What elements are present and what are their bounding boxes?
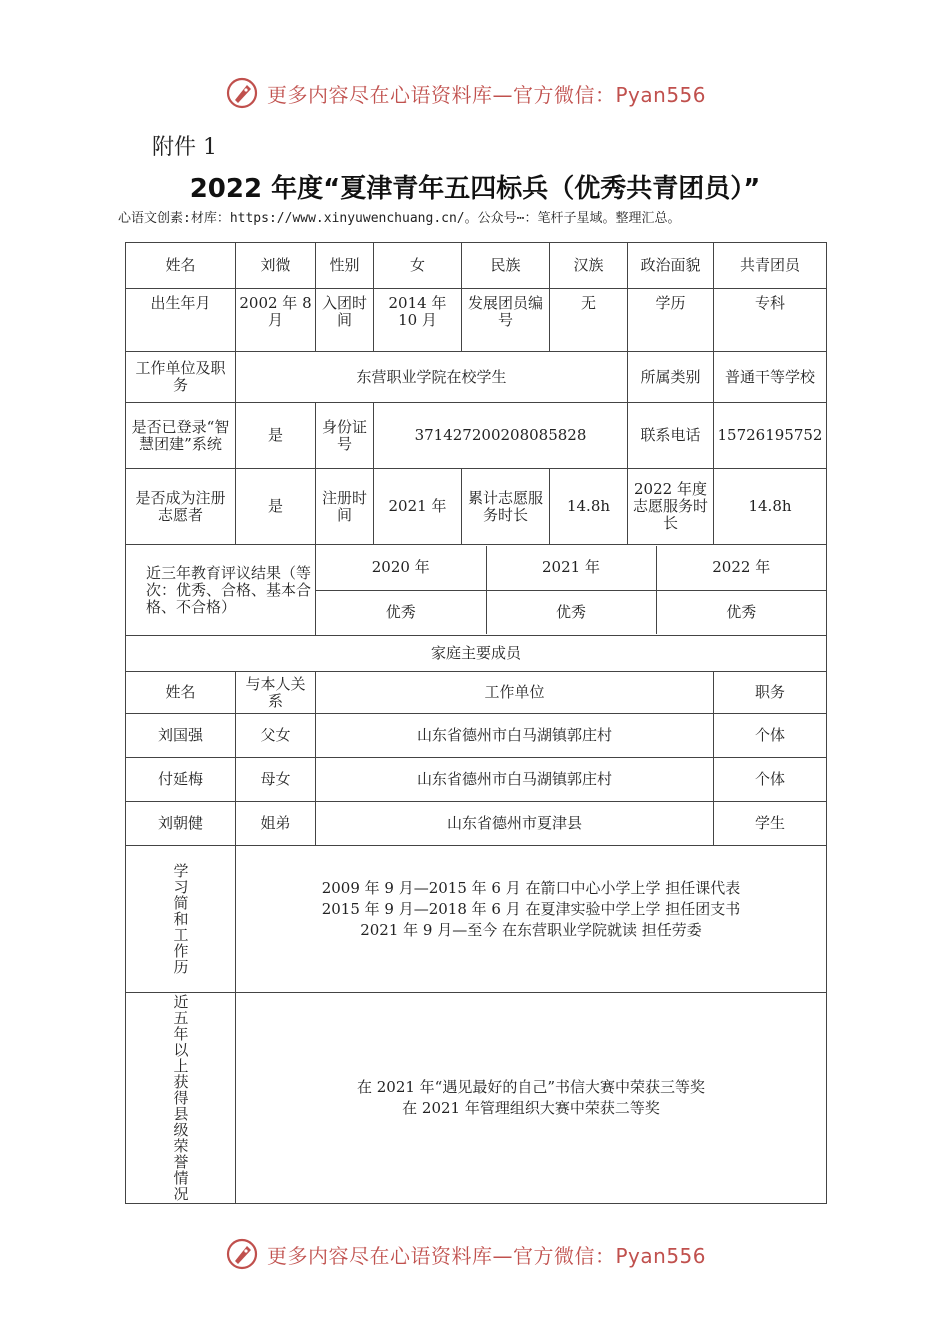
total-hours-value: 14.8h bbox=[550, 469, 628, 545]
phone-value: 15726195752 bbox=[714, 403, 827, 469]
family-position-header: 职务 bbox=[714, 672, 827, 714]
table-row bbox=[126, 802, 827, 846]
id-row bbox=[126, 403, 827, 469]
experience-label-cell bbox=[126, 846, 236, 993]
system-value: 是 bbox=[236, 403, 316, 469]
work-label: 工作单位及职务 bbox=[126, 352, 236, 403]
watermark-text: 更多内容尽在心语资料库—官方微信：Pyan556 bbox=[267, 1243, 707, 1268]
pen-nib-logo-icon bbox=[225, 76, 259, 110]
honor-line: 在 2021 年管理组织大赛中荣获二等奖 bbox=[402, 1099, 660, 1117]
honors-label: 近五年以上获得县级荣誉情况 bbox=[171, 994, 190, 1202]
evaluation-grid bbox=[316, 545, 827, 636]
watermark-top bbox=[225, 73, 725, 113]
basic-info-row bbox=[126, 243, 827, 289]
gender-label: 性别 bbox=[316, 243, 374, 289]
political-label: 政治面貌 bbox=[628, 243, 714, 289]
evaluation-year: 2021 年 bbox=[486, 546, 656, 590]
volunteer-row bbox=[126, 469, 827, 545]
application-form bbox=[125, 242, 827, 1204]
page-title: 2022 年度“夏津青年五四标兵（优秀共青团员）” bbox=[189, 174, 761, 204]
member-name: 刘朝健 bbox=[126, 802, 236, 846]
member-name: 刘国强 bbox=[126, 714, 236, 758]
name-value: 刘微 bbox=[236, 243, 316, 289]
experience-label: 学习简和工作历 bbox=[171, 863, 190, 975]
evaluation-result: 优秀 bbox=[486, 590, 656, 634]
evaluation-result: 优秀 bbox=[656, 590, 826, 634]
member-position: 学生 bbox=[714, 802, 827, 846]
category-value: 普通干等学校 bbox=[714, 352, 827, 403]
member-name: 付延梅 bbox=[126, 758, 236, 802]
member-work: 山东省德州市夏津县 bbox=[316, 802, 714, 846]
evaluation-label: 近三年教育评议结果（等次：优秀、合格、基本合格、不合格） bbox=[126, 545, 316, 636]
category-label: 所属类别 bbox=[628, 352, 714, 403]
table-row bbox=[126, 758, 827, 802]
member-relation: 父女 bbox=[236, 714, 316, 758]
family-name-header: 姓名 bbox=[126, 672, 236, 714]
member-relation: 姐弟 bbox=[236, 802, 316, 846]
total-hours-label: 累计志愿服务时长 bbox=[462, 469, 550, 545]
member-number-value: 无 bbox=[550, 289, 628, 352]
family-work-header: 工作单位 bbox=[316, 672, 714, 714]
honors-row bbox=[126, 993, 827, 1204]
birth-label: 出生年月 bbox=[126, 289, 236, 352]
watermark-bottom bbox=[225, 1234, 725, 1274]
family-section-row bbox=[126, 636, 827, 672]
education-value: 专科 bbox=[714, 289, 827, 352]
name-label: 姓名 bbox=[126, 243, 236, 289]
member-position: 个体 bbox=[714, 714, 827, 758]
attachment-label: 附件 1 bbox=[152, 135, 217, 160]
join-label: 入团时间 bbox=[316, 289, 374, 352]
member-position: 个体 bbox=[714, 758, 827, 802]
year-hours-value: 14.8h bbox=[714, 469, 827, 545]
member-number-label: 发展团员编号 bbox=[462, 289, 550, 352]
birth-value: 2002 年 8 月 bbox=[236, 289, 316, 352]
family-relation-header: 与本人关系 bbox=[236, 672, 316, 714]
ethnic-label: 民族 bbox=[462, 243, 550, 289]
honors-content bbox=[236, 993, 827, 1204]
experience-row bbox=[126, 846, 827, 993]
evaluation-row bbox=[126, 545, 827, 636]
honor-line: 在 2021 年“遇见最好的自己”书信大赛中荣获三等奖 bbox=[356, 1078, 706, 1096]
experience-line: 2009 年 9 月—2015 年 6 月 在箭口中心小学上学 担任课代表 bbox=[321, 878, 741, 897]
political-value: 共青团员 bbox=[714, 243, 827, 289]
year-hours-label: 2022 年度志愿服务时长 bbox=[628, 469, 714, 545]
education-label: 学历 bbox=[628, 289, 714, 352]
evaluation-year: 2022 年 bbox=[656, 546, 826, 590]
honors-label-cell bbox=[126, 993, 236, 1204]
member-work: 山东省德州市白马湖镇郭庄村 bbox=[316, 714, 714, 758]
gender-value: 女 bbox=[374, 243, 462, 289]
member-work: 山东省德州市白马湖镇郭庄村 bbox=[316, 758, 714, 802]
member-relation: 母女 bbox=[236, 758, 316, 802]
id-value: 371427200208085828 bbox=[374, 403, 628, 469]
experience-line: 2015 年 9 月—2018 年 6 月 在夏津实验中学上学 担任团支书 bbox=[321, 899, 741, 918]
source-note: 心语文创素:材库：https://www.xinyuwenchuang.cn/。公众号⋯：笔杆子星域。整理汇总。 bbox=[118, 211, 681, 226]
register-value: 2021 年 bbox=[374, 469, 462, 545]
experience-content bbox=[236, 846, 827, 993]
experience-line: 2021 年 9 月—至今 在东营职业学院就读 担任劳委 bbox=[360, 920, 702, 939]
work-row bbox=[126, 352, 827, 403]
evaluation-year: 2020 年 bbox=[371, 558, 430, 577]
volunteer-label: 是否成为注册志愿者 bbox=[126, 469, 236, 545]
table-row bbox=[126, 714, 827, 758]
evaluation-result: 优秀 bbox=[316, 590, 486, 634]
system-label: 是否已登录“智慧团建”系统 bbox=[126, 403, 236, 469]
watermark-text: 更多内容尽在心语资料库—官方微信：Pyan556 bbox=[267, 82, 707, 107]
pen-nib-logo-icon bbox=[225, 1237, 259, 1271]
phone-label: 联系电话 bbox=[628, 403, 714, 469]
id-label: 身份证号 bbox=[316, 403, 374, 469]
work-value: 东营职业学院在校学生 bbox=[236, 352, 628, 403]
join-value: 2014 年 10 月 bbox=[374, 289, 462, 352]
volunteer-value: 是 bbox=[236, 469, 316, 545]
birth-row bbox=[126, 289, 827, 352]
ethnic-value: 汉族 bbox=[550, 243, 628, 289]
family-section-title: 家庭主要成员 bbox=[126, 636, 827, 672]
register-label: 注册时间 bbox=[316, 469, 374, 545]
family-header-row bbox=[126, 672, 827, 714]
